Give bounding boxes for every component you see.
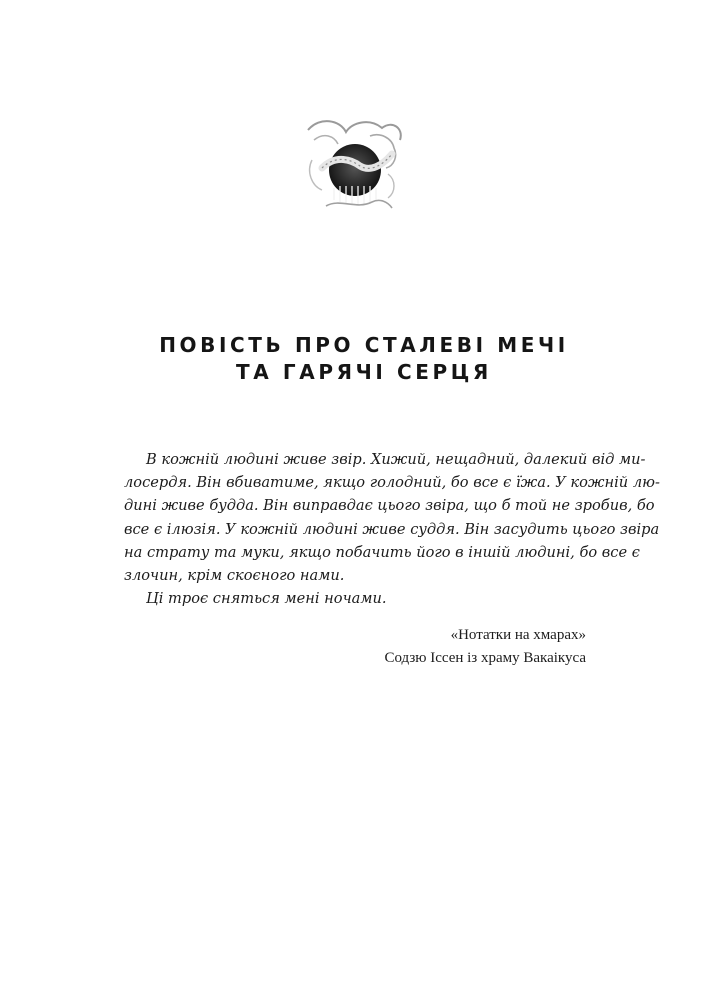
epigraph-line: на страту та муки, якщо побачить його в іншій людині, бо все є bbox=[124, 543, 640, 561]
source-work-title: «Нотатки на хмарах» bbox=[450, 627, 586, 643]
epigraph-line: В кожній людині живе звір. Хижий, нещадний, далекий від ми- bbox=[146, 451, 646, 468]
epigraph-line: Ці троє сняться мені ночами. bbox=[146, 590, 387, 608]
chapter-title-line-1: ПОВІСТЬ ПРО СТАЛЕВІ МЕЧІ bbox=[159, 333, 569, 357]
epigraph-line: все є ілюзія. У кожній людині живе суддя. Він засудить цього звіра bbox=[124, 520, 660, 538]
epigraph-line: злочин, крім скоєного нами. bbox=[124, 567, 345, 585]
source-author: Содзю Іссен із храму Вакаікуса bbox=[384, 650, 586, 666]
chapter-title-line-2: ТА ГАРЯЧІ СЕРЦЯ bbox=[236, 360, 492, 384]
epigraph bbox=[124, 448, 660, 610]
epigraph-line: дині живе будда. Він виправдає цього звіра, що б той не зробив, бо bbox=[124, 497, 655, 515]
epigraph-source bbox=[384, 624, 586, 670]
chapter-title bbox=[0, 332, 728, 386]
dragon-moon-icon bbox=[300, 110, 410, 220]
epigraph-line: лосердя. Він вбиватиме, якщо голодний, бо все є їжа. У кожній лю- bbox=[124, 474, 660, 492]
